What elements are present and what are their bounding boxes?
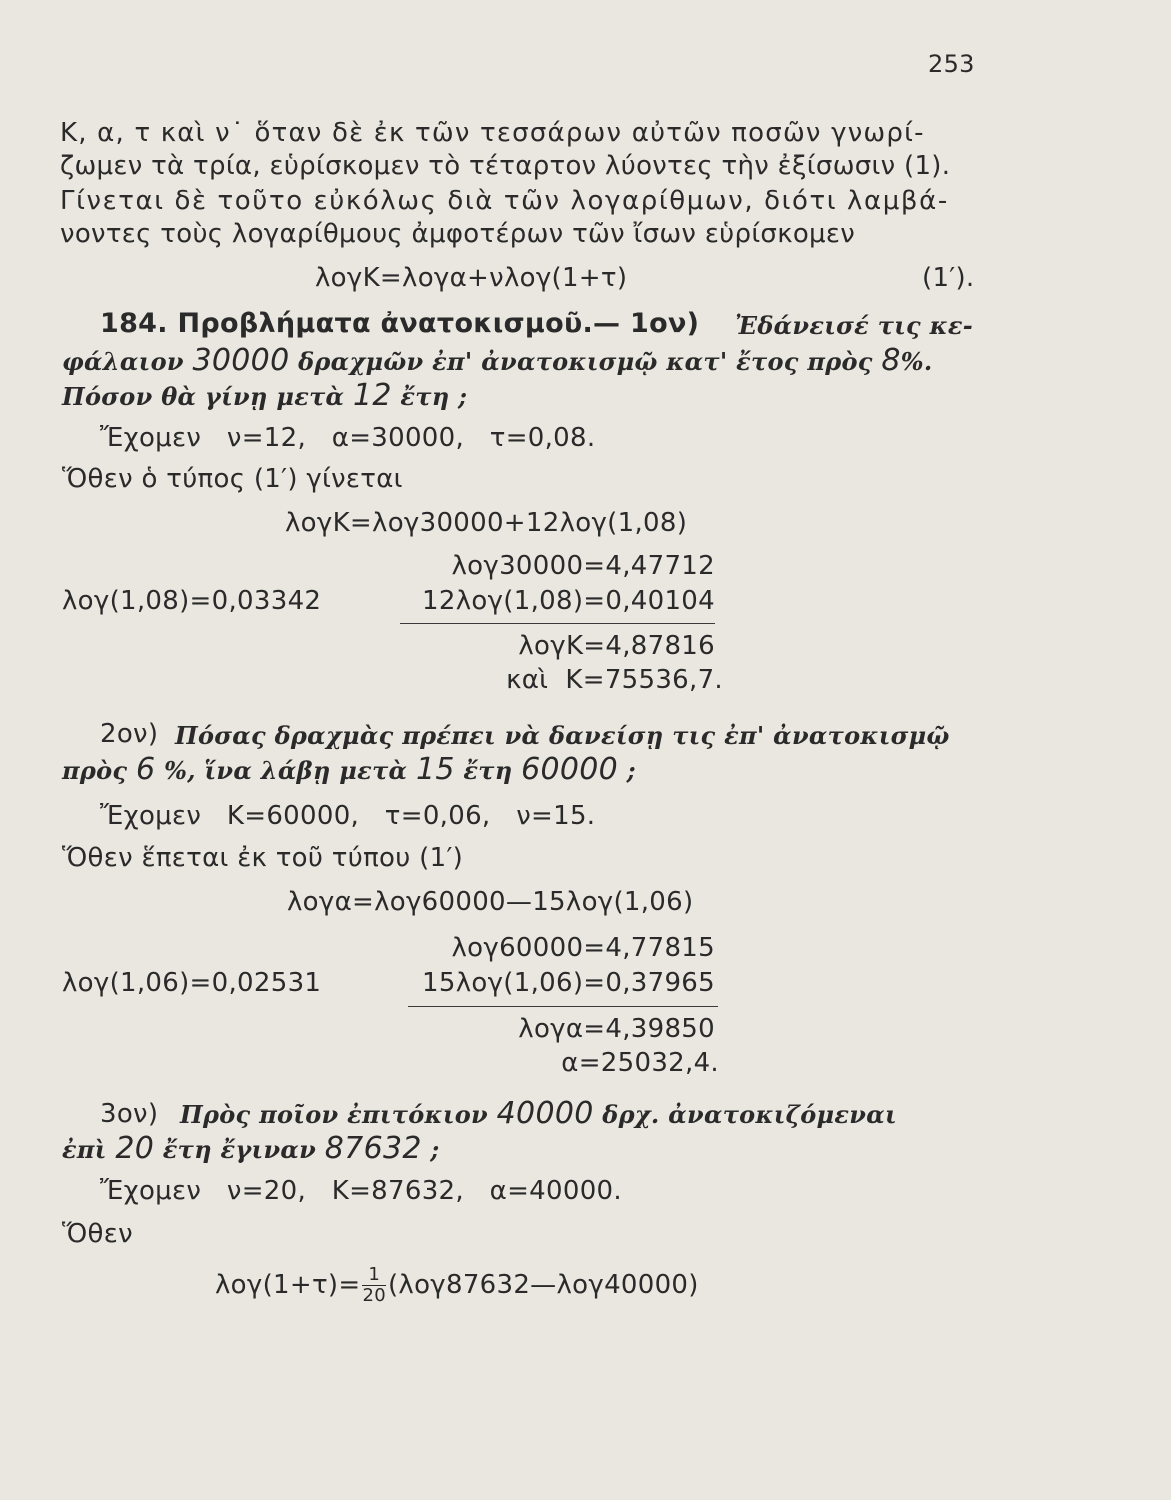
problem-1-calc-3: λογK=4,87816 [518,631,715,661]
problem-2-question-line-2 [62,754,636,787]
fraction-denominator: 20 [362,1285,386,1306]
q-text: ἔτη ἔγιναν [162,1135,317,1164]
problem-1-given: Ἔχομεν ν=12, α=30000, τ=0,08. [100,423,596,453]
problem-3-equation [215,1265,699,1306]
q-number: 60000 [521,752,619,787]
problem-2-side-value: λογ(1,06)=0,02531 [62,968,322,998]
q-number: 8 [881,343,901,378]
problem-2-calc-3: λογα=4,39850 [518,1014,715,1044]
q-text: ἔτη ; [400,382,468,411]
problem-1-question-line-3 [62,380,467,413]
q-text: Πόσον θὰ γίνῃ μετὰ [62,382,345,411]
q-number: 30000 [192,343,290,378]
problem-1-question-line-2 [62,345,933,378]
problem-3-given: Ἔχομεν ν=20, K=87632, α=40000. [100,1176,622,1206]
problem-3-label: 3ον) [100,1099,159,1129]
problem-1-question-line-1: Ἐδάνεισέ τις κε- [735,311,974,340]
intro-line-1: K, α, τ καὶ ν˙ ὅταν δὲ ἐκ τῶν τεσσάρων αὐτῶν ποσῶν γνωρί- [60,118,925,148]
formula-label: (1′). [922,263,975,293]
q-number: 40000 [496,1096,594,1131]
intro-line-3: Γίνεται δὲ τοῦτο εὐκόλως διὰ τῶν λογαρίθμων, διότι λαμβά- [60,186,949,216]
q-text: δρχ. ἀνατοκιζόμεναι [602,1100,897,1129]
eq-left: λογ(1+τ)= [215,1270,361,1300]
formula-1-prime: λογK=λογα+νλογ(1+τ) [315,263,628,293]
q-text: ; [430,1135,440,1164]
q-number: 87632 [324,1131,422,1166]
q-text: φάλαιον [62,347,184,376]
q-number: 15 [415,752,455,787]
problem-2-result: α=25032,4. [561,1048,719,1078]
problem-1-result: καὶ K=75536,7. [506,665,723,695]
problem-2-calc-1: λογ60000=4,77815 [451,933,715,963]
q-text: ἐπὶ [62,1135,107,1164]
q-number: 6 [136,752,156,787]
problem-1-side-value: λογ(1,08)=0,03342 [62,586,322,616]
sum-line [408,1006,718,1007]
q-text: δραχμῶν ἐπ' ἀνατοκισμῷ κατ' ἔτος πρὸς [298,347,873,376]
problem-2-question-line-1: Πόσας δραχμὰς πρέπει νὰ δανείσῃ τις ἐπ' ἀνατοκισμῷ [175,721,950,750]
problem-2-whence: Ὅθεν ἕπεται ἐκ τοῦ τύπου (1′) [62,843,464,873]
problem-3-question-line-2 [62,1133,440,1166]
q-text: ; [626,756,636,785]
q-text: %, ἵνα λάβῃ μετὰ [164,756,408,785]
eq-right: (λογ87632—λογ40000) [387,1270,699,1300]
problem-2-label: 2ον) [100,719,159,749]
q-number: 12 [352,378,392,413]
q-number: 20 [115,1131,155,1166]
intro-line-4: νοντες τοὺς λογαρίθμους ἀμφοτέρων τῶν ἴσων εὑρίσκομεν [60,219,856,249]
problem-2-given: Ἔχομεν K=60000, τ=0,06, ν=15. [100,801,596,831]
sum-line [400,623,715,624]
fraction-numerator: 1 [362,1265,386,1286]
problem-1-calc-1: λογ30000=4,47712 [451,551,715,581]
q-text: ἔτη [463,756,513,785]
problem-1-calc-2: 12λογ(1,08)=0,40104 [422,586,715,616]
problem-3-question-line-1 [180,1098,897,1131]
q-text: Πρὸς ποῖον ἐπιτόκιον [180,1100,489,1129]
problem-2-equation: λογα=λογ60000—15λογ(1,06) [287,887,694,917]
problem-2-calc-2: 15λογ(1,06)=0,37965 [422,968,715,998]
page-number: 253 [928,50,975,78]
problem-1-equation: λογK=λογ30000+12λογ(1,08) [285,508,688,538]
q-text: πρὸς [62,756,128,785]
problem-1-whence: Ὅθεν ὁ τύπος (1′) γίνεται [62,464,403,494]
problem-3-whence: Ὅθεν [62,1219,133,1249]
q-text: %. [900,347,933,376]
fraction [362,1265,386,1306]
intro-line-2: ζωμεν τὰ τρία, εὑρίσκομεν τὸ τέταρτον λύοντες τὴν ἐξίσωσιν (1). [60,151,951,181]
section-heading: 184. Προβλήματα ἀνατοκισμοῦ.— 1ον) [100,308,700,339]
